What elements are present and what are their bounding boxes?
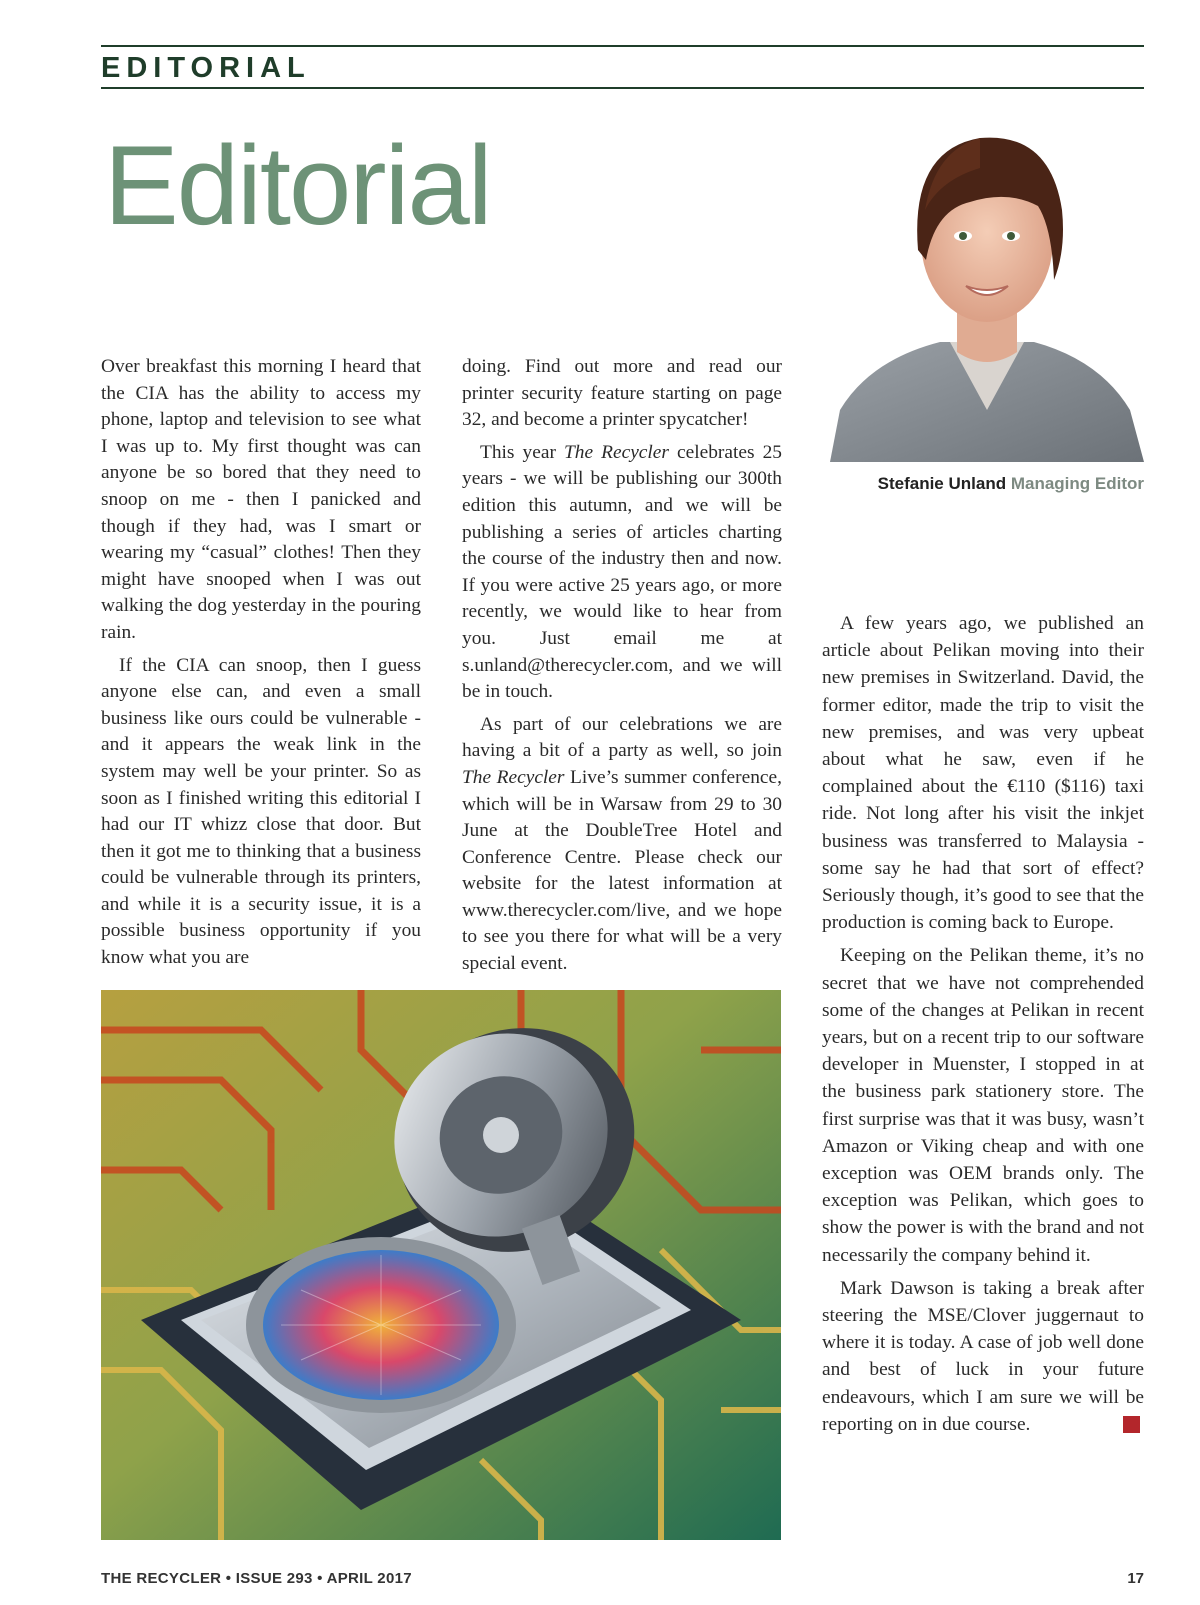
publication-name: The Recycler — [462, 766, 565, 788]
editor-portrait-photo — [830, 110, 1144, 462]
top-rule — [101, 45, 1144, 47]
paragraph: Keeping on the Pelikan theme, it’s no secret that we have not comprehended some of the changes at Pelikan in recent years, but on a recent trip to our software developer in Muenster, I stopped in at the business park stationery store. The first surprise was that it was busy, wasn’t Amazon or Viking cheap and with one exception was OEM brands only. The exception was Pelikan, which goes to show the power is with the brand and not necessarily the company behind it. — [822, 945, 1144, 1266]
header-underline-rule — [101, 87, 1144, 89]
page-number: 17 — [1127, 1570, 1144, 1587]
paragraph: Over breakfast this morning I heard that the CIA has the ability to access my phone, laptop and television to see what I was up to. My first thought was can anyone be so bored that they need to snoop on me - then I panicked and though if they had, was I smart or wearing my “casual” clothes! Then they might have snooped when I was out walking the dog yesterday in the pouring rain. — [101, 356, 421, 643]
paragraph: This year The Recycler celebrates 25 years - we will be publishing our 300th edition this autumn, and we will be publishing a series of articles charting the course of the industry then and now. If you were active 25 years ago, or more recently, we would like to hear from you. Just email me at s.unland@therecycler.com, and we will be in touch. — [462, 441, 782, 703]
paragraph: If the CIA can snoop, then I guess anyone else can, and even a small business like ours could be vulnerable - and it appears the weak link in the system may well be your printer. So as soon as I finished writing this editorial I had our IT whizz close that door. But then it got me to thinking that a business could be vulnerable through its printers, and while it is a security issue, it is a possible business opportunity if you know what you are — [101, 654, 421, 969]
article-column-2 — [462, 354, 782, 984]
section-label: EDITORIAL — [101, 52, 311, 84]
page-title: Editorial — [104, 123, 491, 248]
paragraph: Mark Dawson is taking a break after steering the MSE/Clover juggernaut to where it is today. A case of job well done and best of luck in your future endeavours, which I am sure we will be reporting on in due course. R — [822, 1277, 1152, 1435]
footer-publication-info: THE RECYCLER • ISSUE 293 • APRIL 2017 — [101, 1570, 412, 1587]
portrait-caption — [878, 474, 1144, 494]
editor-name: Stefanie Unland — [877, 474, 1007, 493]
paragraph: As part of our celebrations we are having a bit of a party as well, so join The Recycler Live’s summer conference, which will be in Warsaw from 29 to 30 June at the DoubleTree Hotel and Conference Centre. Please check our website for the latest information at www.therecycler.com/live, and we hope to see you there for what will be a very special event. — [462, 713, 782, 975]
editor-role: Managing Editor — [1010, 474, 1144, 493]
end-of-article-icon: R — [1123, 1416, 1140, 1433]
paragraph: doing. Find out more and read our printer security feature starting on page 32, and become a printer spycatcher! — [462, 356, 782, 431]
article-column-1 — [101, 354, 421, 978]
publication-name: The Recycler — [563, 441, 669, 463]
paragraph: A few years ago, we published an article about Pelikan moving into their new premises in Switzerland. David, the former editor, made the trip to visit the new premises, and was very upbeat about what he saw, even if he complained about the €110 ($116) taxi ride. Not long after his visit the inkjet business was transferred to Malaysia - some say he had that sort of effect? Seriously though, it’s good to see that the production is coming back to Europe. — [822, 613, 1144, 934]
chip-vault-illustration — [101, 990, 781, 1540]
article-column-3 — [822, 610, 1152, 1444]
